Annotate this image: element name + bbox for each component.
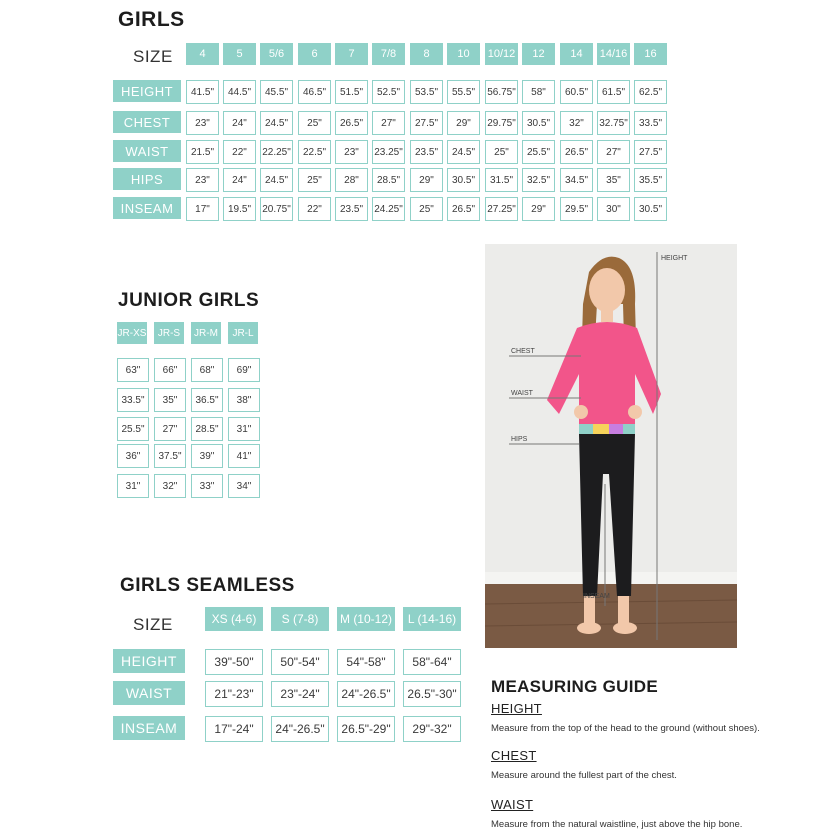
girls-cell: 31.5" bbox=[485, 168, 518, 192]
girls-cell: 21.5" bbox=[186, 140, 219, 164]
seamless-cell: 29"-32" bbox=[403, 716, 461, 742]
girls-cell: 27" bbox=[372, 111, 405, 135]
seamless-cell: 50"-54" bbox=[271, 649, 329, 675]
girls-size-header: 12 bbox=[522, 43, 555, 65]
seamless-size-header: M (10-12) bbox=[337, 607, 395, 631]
girls-size-header: 5 bbox=[223, 43, 256, 65]
girls-cell: 27.5" bbox=[634, 140, 667, 164]
girls-cell: 30.5" bbox=[447, 168, 480, 192]
junior-cell: 66" bbox=[154, 358, 186, 382]
girls-cell: 30.5" bbox=[522, 111, 555, 135]
girls-title: GIRLS bbox=[118, 8, 185, 31]
girls-cell: 60.5" bbox=[560, 80, 593, 104]
junior-cell: 37.5" bbox=[154, 444, 186, 468]
seamless-cell: 58"-64" bbox=[403, 649, 461, 675]
girls-cell: 34.5" bbox=[560, 168, 593, 192]
junior-cell: 36" bbox=[117, 444, 149, 468]
seamless-size-header: S (7-8) bbox=[271, 607, 329, 631]
girls-cell: 26.5" bbox=[447, 197, 480, 221]
girls-size-label: SIZE bbox=[133, 47, 173, 66]
seamless-cell: 26.5"-30" bbox=[403, 681, 461, 707]
girls-cell: 19.5" bbox=[223, 197, 256, 221]
girls-cell: 41.5" bbox=[186, 80, 219, 104]
seamless-row-label: WAIST bbox=[113, 681, 185, 705]
photo-label-height: HEIGHT bbox=[661, 255, 688, 262]
girls-cell: 32" bbox=[560, 111, 593, 135]
girls-size-header: 14/16 bbox=[597, 43, 630, 65]
girls-cell: 27.5" bbox=[410, 111, 443, 135]
girls-row-label: CHEST bbox=[113, 111, 181, 133]
girls-size-header: 7/8 bbox=[372, 43, 405, 65]
girls-cell: 28" bbox=[335, 168, 368, 192]
girls-size-header: 7 bbox=[335, 43, 368, 65]
seamless-cell: 23"-24" bbox=[271, 681, 329, 707]
girls-cell: 20.75" bbox=[260, 197, 293, 221]
junior-size-header: JR-L bbox=[228, 322, 258, 344]
girls-cell: 22.25" bbox=[260, 140, 293, 164]
girls-cell: 23" bbox=[186, 111, 219, 135]
junior-size-header: JR-M bbox=[191, 322, 221, 344]
junior-size-header: JR-S bbox=[154, 322, 184, 344]
seamless-row-label: INSEAM bbox=[113, 716, 185, 740]
measurement-photo bbox=[485, 244, 737, 648]
junior-cell: 31" bbox=[228, 417, 260, 441]
junior-cell: 41" bbox=[228, 444, 260, 468]
junior-cell: 28.5" bbox=[191, 417, 223, 441]
girl-illustration bbox=[485, 244, 737, 648]
junior-cell: 39" bbox=[191, 444, 223, 468]
girls-size-header: 4 bbox=[186, 43, 219, 65]
girls-cell: 27.25" bbox=[485, 197, 518, 221]
girls-size-header: 10 bbox=[447, 43, 480, 65]
girls-cell: 25" bbox=[298, 111, 331, 135]
face bbox=[589, 268, 625, 312]
girls-cell: 24.5" bbox=[260, 168, 293, 192]
girls-row-label: INSEAM bbox=[113, 197, 181, 219]
seamless-cell: 17"-24" bbox=[205, 716, 263, 742]
seamless-cell: 26.5"-29" bbox=[337, 716, 395, 742]
girls-cell: 24.5" bbox=[260, 111, 293, 135]
guide-waist-heading: WAIST bbox=[491, 797, 534, 812]
floor bbox=[485, 584, 737, 648]
girls-cell: 56.75" bbox=[485, 80, 518, 104]
guide-chest-text: Measure around the fullest part of the chest. bbox=[491, 770, 677, 781]
junior-cell: 69" bbox=[228, 358, 260, 382]
junior-cell: 34" bbox=[228, 474, 260, 498]
seamless-row-label: HEIGHT bbox=[113, 649, 185, 673]
girls-cell: 28.5" bbox=[372, 168, 405, 192]
junior-title: JUNIOR GIRLS bbox=[118, 290, 260, 311]
girls-cell: 35" bbox=[597, 168, 630, 192]
girls-cell: 29.75" bbox=[485, 111, 518, 135]
junior-cell: 35" bbox=[154, 388, 186, 412]
girls-cell: 24.5" bbox=[447, 140, 480, 164]
seamless-cell: 24"-26.5" bbox=[271, 716, 329, 742]
girls-cell: 46.5" bbox=[298, 80, 331, 104]
seamless-size-header: XS (4-6) bbox=[205, 607, 263, 631]
girls-size-header: 10/12 bbox=[485, 43, 518, 65]
junior-cell: 32" bbox=[154, 474, 186, 498]
girls-cell: 52.5" bbox=[372, 80, 405, 104]
girls-cell: 32.75" bbox=[597, 111, 630, 135]
girls-cell: 44.5" bbox=[223, 80, 256, 104]
guide-title: MEASURING GUIDE bbox=[491, 677, 658, 696]
girls-cell: 62.5" bbox=[634, 80, 667, 104]
girls-cell: 27" bbox=[597, 140, 630, 164]
girls-cell: 29" bbox=[410, 168, 443, 192]
girls-cell: 30" bbox=[597, 197, 630, 221]
seamless-cell: 39"-50" bbox=[205, 649, 263, 675]
seamless-cell: 54"-58" bbox=[337, 649, 395, 675]
girls-row-label: WAIST bbox=[113, 140, 181, 162]
girls-cell: 23" bbox=[335, 140, 368, 164]
seamless-size-header: L (14-16) bbox=[403, 607, 461, 631]
girls-cell: 35.5" bbox=[634, 168, 667, 192]
junior-cell: 63" bbox=[117, 358, 149, 382]
girls-cell: 22" bbox=[298, 197, 331, 221]
junior-cell: 33" bbox=[191, 474, 223, 498]
girls-cell: 45.5" bbox=[260, 80, 293, 104]
seamless-title: GIRLS SEAMLESS bbox=[120, 575, 295, 596]
girls-cell: 26.5" bbox=[335, 111, 368, 135]
junior-cell: 36.5" bbox=[191, 388, 223, 412]
seamless-cell: 21"-23" bbox=[205, 681, 263, 707]
girls-cell: 24" bbox=[223, 111, 256, 135]
girls-cell: 17" bbox=[186, 197, 219, 221]
seamless-cell: 24"-26.5" bbox=[337, 681, 395, 707]
girls-cell: 24" bbox=[223, 168, 256, 192]
photo-label-waist: WAIST bbox=[511, 390, 533, 397]
girls-size-header: 16 bbox=[634, 43, 667, 65]
girls-cell: 23.5" bbox=[410, 140, 443, 164]
girls-cell: 26.5" bbox=[560, 140, 593, 164]
girls-cell: 55.5" bbox=[447, 80, 480, 104]
girls-size-header: 8 bbox=[410, 43, 443, 65]
girls-cell: 61.5" bbox=[597, 80, 630, 104]
girls-cell: 29.5" bbox=[560, 197, 593, 221]
girls-cell: 25" bbox=[485, 140, 518, 164]
girls-size-header: 5/6 bbox=[260, 43, 293, 65]
girls-cell: 32.5" bbox=[522, 168, 555, 192]
photo-label-inseam: INSEAM bbox=[583, 593, 610, 600]
junior-cell: 31" bbox=[117, 474, 149, 498]
junior-size-header: JR-XS bbox=[117, 322, 147, 344]
girls-cell: 30.5" bbox=[634, 197, 667, 221]
girls-cell: 53.5" bbox=[410, 80, 443, 104]
junior-cell: 27" bbox=[154, 417, 186, 441]
photo-label-chest: CHEST bbox=[511, 348, 535, 355]
girls-cell: 25" bbox=[298, 168, 331, 192]
girls-cell: 25" bbox=[410, 197, 443, 221]
girls-cell: 22" bbox=[223, 140, 256, 164]
junior-cell: 25.5" bbox=[117, 417, 149, 441]
junior-cell: 68" bbox=[191, 358, 223, 382]
girls-row-label: HEIGHT bbox=[113, 80, 181, 102]
girls-cell: 23.5" bbox=[335, 197, 368, 221]
guide-waist-text: Measure from the natural waistline, just above the hip bone. bbox=[491, 819, 743, 830]
girls-cell: 22.5" bbox=[298, 140, 331, 164]
guide-height-heading: HEIGHT bbox=[491, 701, 542, 716]
girls-cell: 51.5" bbox=[335, 80, 368, 104]
guide-chest-heading: CHEST bbox=[491, 748, 537, 763]
girls-cell: 33.5" bbox=[634, 111, 667, 135]
girls-cell: 25.5" bbox=[522, 140, 555, 164]
junior-cell: 38" bbox=[228, 388, 260, 412]
baseboard bbox=[485, 572, 737, 584]
girls-cell: 24.25" bbox=[372, 197, 405, 221]
girls-row-label: HIPS bbox=[113, 168, 181, 190]
girls-cell: 29" bbox=[447, 111, 480, 135]
guide-height-text: Measure from the top of the head to the ground (without shoes). bbox=[491, 723, 760, 734]
photo-label-hips: HIPS bbox=[511, 436, 528, 443]
seamless-size-label: SIZE bbox=[133, 615, 173, 634]
girls-size-header: 14 bbox=[560, 43, 593, 65]
junior-cell: 33.5" bbox=[117, 388, 149, 412]
girls-cell: 58" bbox=[522, 80, 555, 104]
girls-cell: 23.25" bbox=[372, 140, 405, 164]
girls-size-header: 6 bbox=[298, 43, 331, 65]
girls-cell: 23" bbox=[186, 168, 219, 192]
girls-cell: 29" bbox=[522, 197, 555, 221]
